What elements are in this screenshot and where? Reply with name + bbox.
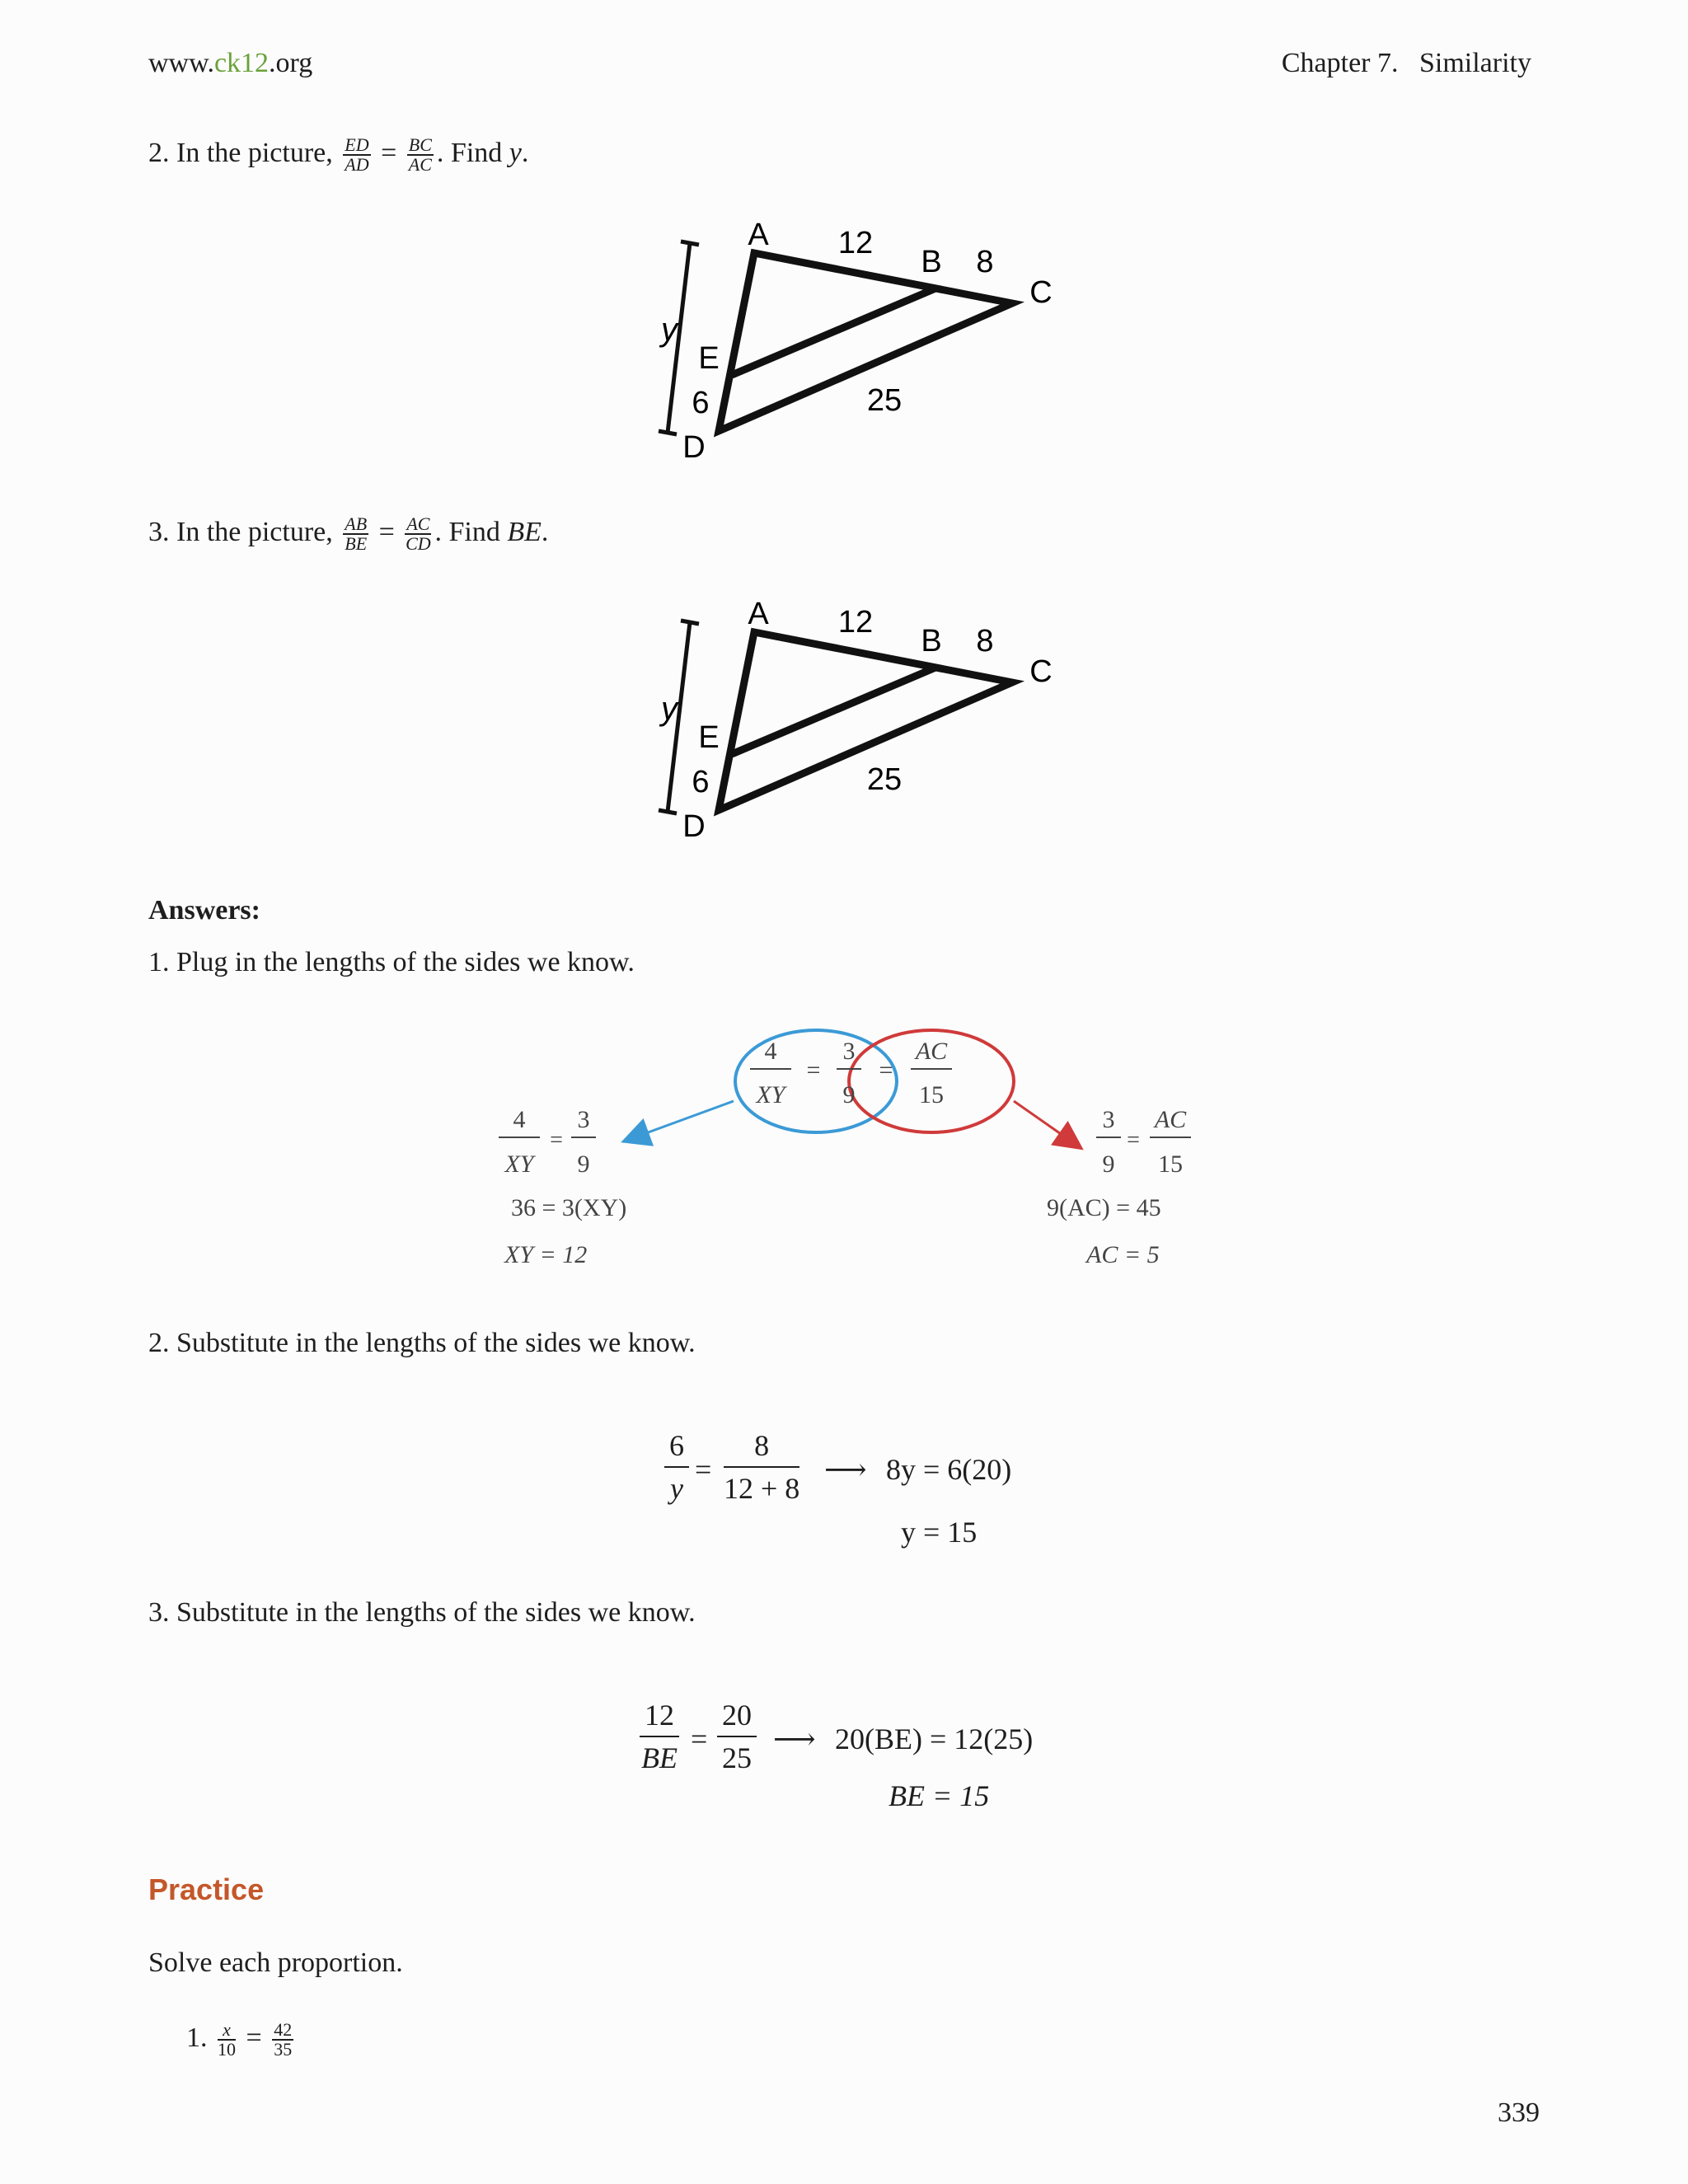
label-dc-length: 25: [866, 383, 903, 418]
label-bc-length: 8: [976, 245, 994, 279]
y-dimension-cap-top: [681, 241, 699, 245]
fraction-numerator: x: [218, 2021, 236, 2041]
center-f3-den: 15: [919, 1081, 944, 1108]
fraction-numerator: BC: [408, 134, 432, 155]
label-d: D: [682, 809, 706, 844]
center-f1-den: XY: [756, 1081, 785, 1108]
answer-3-result-1: 20(BE) = 12(25): [835, 1722, 1034, 1755]
answer-3-arrow: ⟶: [773, 1722, 816, 1755]
equals-sign: =: [381, 137, 397, 168]
label-d: D: [682, 430, 706, 465]
label-bc-length: 8: [976, 624, 994, 658]
practice-instruction: Solve each proportion.: [148, 1947, 403, 1978]
fraction-numerator: AB: [345, 513, 368, 534]
fraction-ed-ad: [343, 136, 370, 174]
find-prefix: . Find: [436, 137, 503, 168]
right-f2-num: AC: [1154, 1106, 1187, 1133]
find-variable: BE: [507, 516, 542, 547]
label-ed-length: 6: [692, 386, 710, 420]
right-f1-num: 3: [1102, 1106, 1115, 1133]
fraction-numerator: AC: [406, 513, 430, 534]
site-prefix: www.: [148, 48, 214, 78]
right-eq: =: [1127, 1127, 1140, 1153]
right-arrow: [1014, 1101, 1071, 1141]
find-variable: y: [509, 137, 522, 168]
fraction-x-10: [218, 2021, 236, 2059]
left-f1-num: 4: [513, 1106, 526, 1133]
label-b: B: [921, 245, 942, 279]
center-f2-num: 3: [842, 1038, 856, 1065]
label-ab-length: 12: [837, 605, 874, 640]
triangle-figure-q2: [626, 210, 1071, 474]
label-e: E: [698, 341, 720, 376]
fraction-denominator: AD: [345, 154, 369, 175]
y-dimension-cap-bottom: [659, 810, 677, 813]
fraction-denominator: BE: [641, 1741, 678, 1774]
right-line-1: 9(AC) = 45: [1047, 1194, 1161, 1221]
fraction-ac-cd: [405, 515, 431, 553]
find-suffix: .: [541, 516, 549, 547]
fraction-denominator: 25: [722, 1741, 752, 1774]
right-f2-den: 15: [1158, 1151, 1183, 1178]
question-3: [148, 515, 548, 553]
practice-heading: Practice: [148, 1872, 265, 1906]
segment-eb: [732, 288, 935, 375]
fraction-denominator: y: [670, 1472, 683, 1505]
left-line-2: XY = 12: [504, 1241, 588, 1268]
fraction-numerator: ED: [345, 134, 369, 155]
fraction-denominator: 12 + 8: [724, 1472, 800, 1505]
left-f2-num: 3: [577, 1106, 590, 1133]
fraction-numerator: 6: [664, 1428, 689, 1468]
center-eq-1: =: [806, 1057, 821, 1084]
site-brand: ck12: [213, 48, 270, 78]
answer-2-text: 2. Substitute in the lengths of the sides we know.: [148, 1328, 696, 1358]
answer-3-result-2: BE = 15: [889, 1779, 990, 1812]
triangle-adc: [719, 632, 1012, 810]
practice-item-number: 1.: [186, 2022, 208, 2053]
label-y: y: [661, 312, 678, 348]
find-suffix: .: [521, 137, 529, 168]
fraction-bc-ac: [407, 136, 434, 174]
triangle-figure-q3: [626, 589, 1071, 853]
center-eq-2: =: [879, 1057, 893, 1084]
answer-2-arrow: ⟶: [824, 1453, 867, 1486]
left-f1-den: XY: [504, 1151, 534, 1178]
fraction-denominator: CD: [406, 533, 431, 554]
triangle-adc: [719, 253, 1012, 431]
label-a: A: [748, 597, 769, 631]
left-f2-den: 9: [577, 1151, 590, 1178]
question-3-lead: 3. In the picture,: [148, 516, 333, 547]
fraction-denominator: 10: [218, 2039, 236, 2060]
left-line-1: 36 = 3(XY): [511, 1194, 627, 1221]
fraction-numerator: 42: [274, 2019, 293, 2040]
question-2: [148, 136, 528, 174]
chapter-title: Chapter 7. Similarity: [1281, 48, 1531, 78]
label-ab-length: 12: [837, 226, 874, 260]
label-ed-length: 6: [692, 765, 710, 799]
answer-2-fraction-1: [664, 1428, 689, 1506]
answer-3-equals: =: [691, 1722, 708, 1755]
fraction-numerator: 20: [717, 1698, 757, 1737]
answer-2-equals: =: [695, 1453, 712, 1486]
answer-2-fraction-2: [724, 1428, 799, 1506]
fraction-denominator: 35: [274, 2039, 293, 2060]
right-f1-den: 9: [1102, 1151, 1115, 1178]
find-prefix: . Find: [434, 516, 500, 547]
fraction-denominator: BE: [345, 533, 368, 554]
answer-1-text: 1. Plug in the lengths of the sides we know.: [148, 947, 635, 977]
fraction-numerator: 8: [724, 1428, 799, 1468]
label-b: B: [921, 624, 942, 658]
answer-3-fraction-1: [640, 1698, 679, 1775]
answer-2-result-1: 8y = 6(20): [886, 1453, 1012, 1486]
question-2-lead: 2. In the picture,: [148, 137, 333, 168]
answer-1-diagram: [486, 1014, 1212, 1286]
fraction-numerator: 12: [640, 1698, 679, 1737]
answer-2-result-2: y = 15: [901, 1516, 978, 1549]
segment-eb: [732, 668, 935, 754]
y-dimension-cap-bottom: [659, 431, 677, 434]
left-arrow: [635, 1101, 734, 1137]
label-e: E: [698, 720, 720, 755]
label-c: C: [1029, 654, 1053, 689]
label-y: y: [661, 691, 678, 727]
site-url[interactable]: [148, 48, 312, 79]
label-a: A: [748, 218, 769, 252]
answers-heading: Answers:: [148, 895, 260, 926]
center-f3-num: AC: [915, 1038, 948, 1065]
y-dimension-cap-top: [681, 621, 699, 624]
right-line-2: AC = 5: [1086, 1241, 1160, 1268]
left-eq: =: [550, 1127, 563, 1153]
fraction-42-35: [272, 2021, 293, 2059]
equals-sign: =: [246, 2022, 262, 2053]
fraction-ab-be: [343, 515, 368, 553]
fraction-denominator: AC: [408, 154, 432, 175]
answer-3-text: 3. Substitute in the lengths of the sides we know.: [148, 1597, 696, 1628]
page-number: 339: [1498, 2097, 1540, 2128]
label-dc-length: 25: [866, 762, 903, 797]
center-f1-num: 4: [764, 1038, 777, 1065]
practice-item-1: [186, 2021, 297, 2059]
answer-3-fraction-2: [717, 1698, 757, 1775]
site-suffix: .org: [269, 48, 313, 78]
label-c: C: [1029, 275, 1053, 310]
equals-sign: =: [378, 516, 395, 547]
center-f2-den: 9: [842, 1081, 856, 1108]
